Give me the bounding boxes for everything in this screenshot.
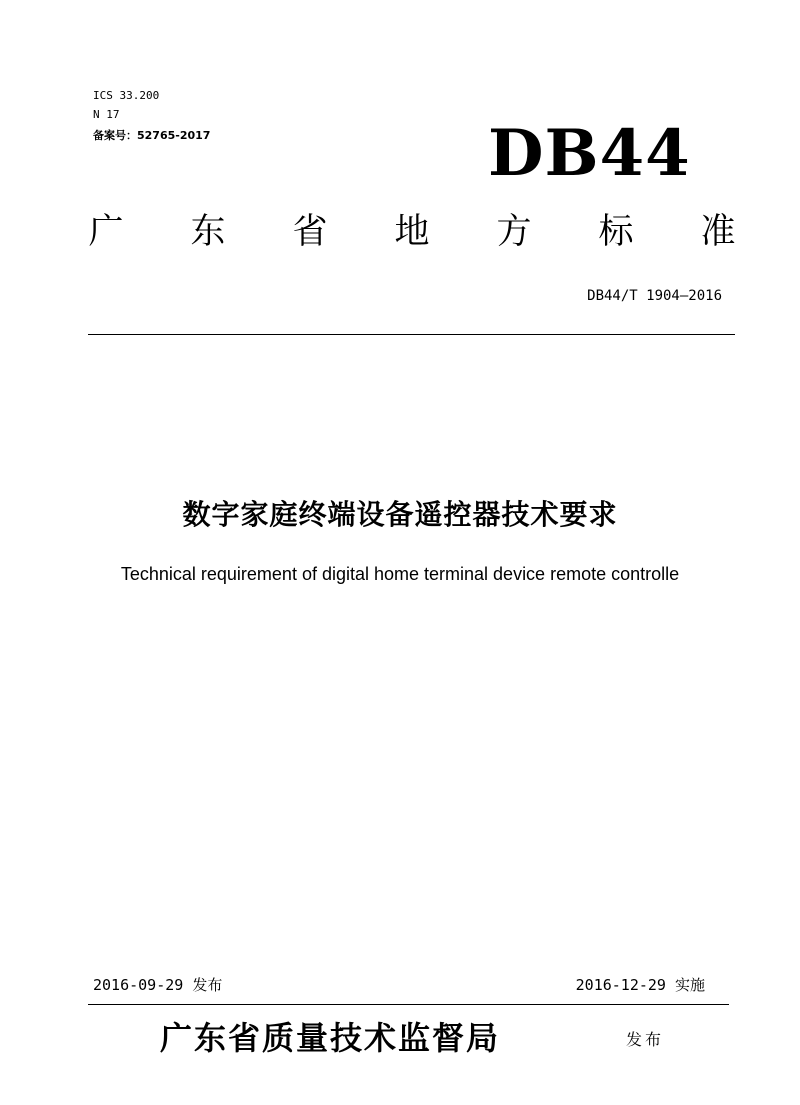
classification-code: N 17: [93, 108, 120, 121]
issuing-authority: 广东省质量技术监督局: [160, 1019, 501, 1057]
standard-logo: DB44: [488, 116, 691, 191]
standard-type-char: 东: [190, 212, 226, 252]
document-title-chinese: 数字家庭终端设备遥控器技术要求: [182, 498, 618, 531]
record-number: 备案号：52765-2017: [93, 129, 211, 142]
standard-type-char: 标: [598, 212, 634, 252]
ics-code: ICS 33.200: [93, 89, 160, 102]
issued-label: 发布: [626, 1030, 665, 1049]
standard-type-heading: [82, 208, 742, 256]
implement-date: 2016-12-29 实施: [575, 976, 705, 994]
standard-type-char: 方: [496, 212, 532, 252]
document-title-english: Technical requirement of digital home terminal device remote controlle: [120, 564, 680, 584]
standard-type-char: 地: [394, 212, 430, 252]
standard-type-char: 准: [700, 212, 736, 252]
top-divider: [88, 334, 735, 335]
standard-type-char: 广: [88, 212, 124, 252]
bottom-divider: [88, 1004, 729, 1005]
publish-date: 2016-09-29 发布: [93, 976, 223, 994]
standard-number: DB44/T 1904—2016: [587, 288, 722, 304]
standard-type-char: 省: [292, 212, 328, 252]
